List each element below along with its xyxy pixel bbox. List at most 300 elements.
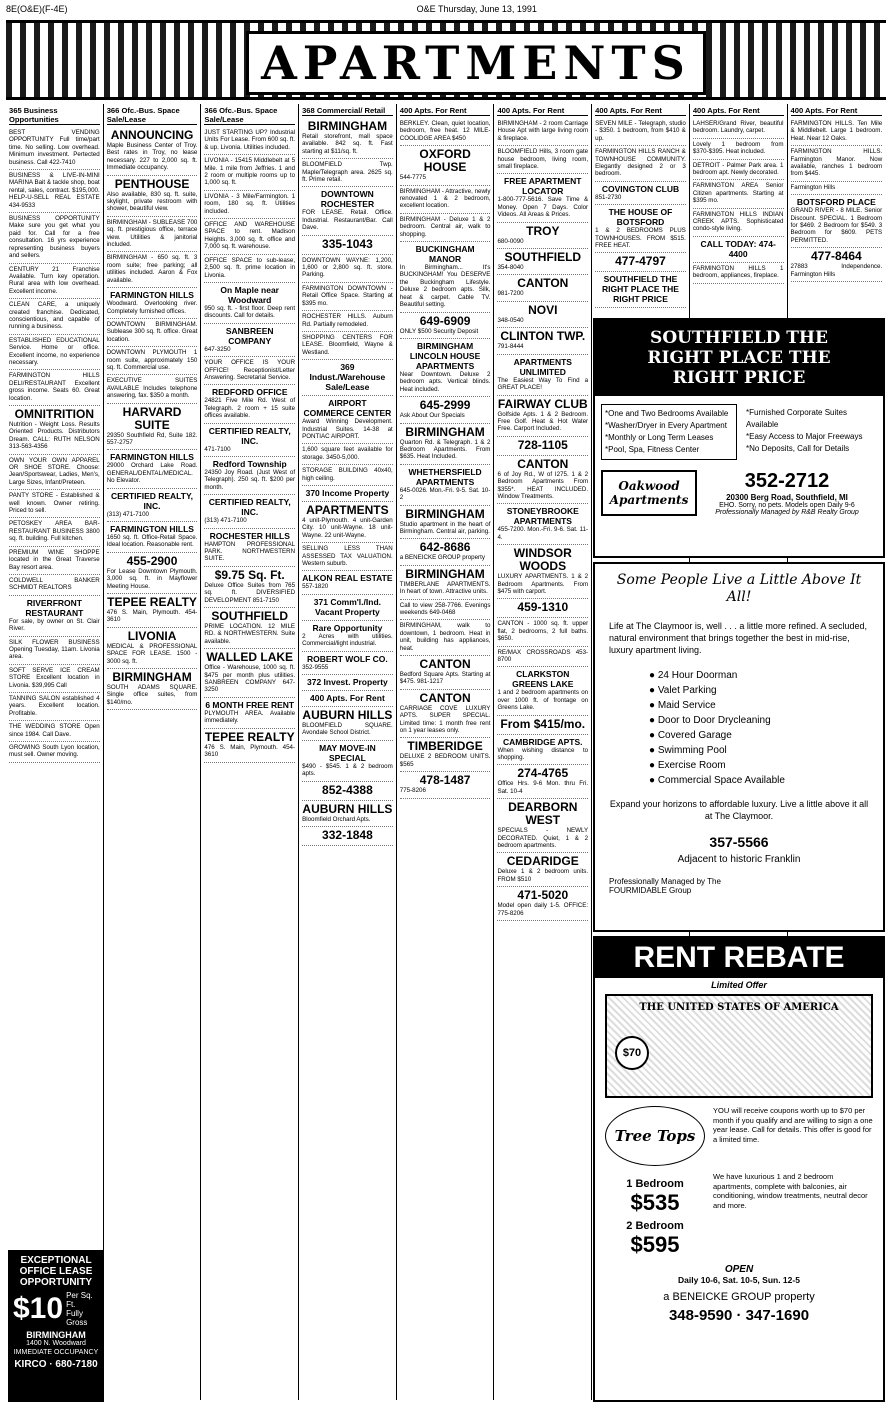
classified-ad <box>302 741 393 782</box>
ad-text: 24821 Five Mile Rd. West of Telegraph. 2 room + 15 suite offices available. <box>204 397 296 420</box>
ad-headline: CANTON <box>419 690 471 705</box>
classified-ad <box>9 637 100 665</box>
ad-text: Quarton Rd. & Telegraph. 1 & 2 Bedroom Apartments. From $635. Heat Included. <box>399 438 491 461</box>
classified-ad <box>204 283 295 324</box>
claymoor-feature <box>649 713 869 728</box>
southfield-hours: EHO. Sorry, no pets. Models open Daily 9-6 <box>719 502 855 509</box>
ad-headline: APARTMENTS <box>306 502 389 517</box>
classified-ad <box>497 118 588 146</box>
ad-text: 1 & 2 BEDROOMS PLUS TOWNHOUSES. FROM $515. FREE HEAT. <box>595 227 686 250</box>
ad-text: LIVONIA - 15415 Middlebelt at 5 Mile. 1 mile from Jeffries. 1 and 2 room or multiple rooms up to 1,000 sq. ft. <box>204 157 296 187</box>
classified-ad <box>107 176 198 217</box>
ad-text: DETROIT - Palmer Park area. 1 bedroom apt. Newly decorated. <box>692 161 784 177</box>
ad-text: OFFICE SPACE to sub-lease, 2,500 sq. ft. prime location in Livonia. <box>204 256 296 279</box>
classified-ad <box>204 457 295 495</box>
classified-ad <box>302 486 393 502</box>
ad-text: Woodward. Overlooking river. Completely furnished offices. <box>106 300 198 315</box>
ad-headline: 852-4388 <box>322 782 373 797</box>
ad-text: ESTABLISHED EDUCATIONAL Service. Home or office. Excellent income, no experience necessary. <box>9 336 100 366</box>
classified-ad <box>107 553 198 594</box>
ad-text: BIRMINGHAM - SUBLEASE 700 sq. ft. prestigious office, terrace view. Utilities & janitorial included. <box>106 218 198 249</box>
ad-text: STORAGE BUILDING 40x40, high ceiling. <box>302 467 393 482</box>
bed2-price: $595 <box>630 1232 680 1257</box>
ad-headline: 372 Invest. Property <box>307 677 388 688</box>
ad-text: SPECIALS - NEWLY DECORATED. Quiet, 1 & 2 bedroom apartments. <box>497 827 589 850</box>
classified-ad <box>302 707 393 741</box>
ad-text: FARMINGTON DOWNTOWN - Retail Office Space. Starting at $395 mo. <box>302 284 393 307</box>
ad-text: Nutrition - Weight Loss. Results Oriented Products. Distributors Dream. CALL: RUTH NELSON 313-563-4356 <box>9 421 100 451</box>
ad-text: Office Hrs. 9-6 Mon. thru Fri. Sat. 10-4 <box>497 780 589 795</box>
classified-ad <box>9 170 100 213</box>
office-ad-phone: KIRCO · 680-7180 <box>14 1359 98 1370</box>
office-ad-gross: Fully Gross <box>66 1309 88 1327</box>
column-heading: 400 Apts. For Rent <box>595 106 686 116</box>
ad-text: FARMINGTON HILLS DELI/RESTAURANT Excellent gross income. Seats 60. Great location. <box>9 372 100 402</box>
classified-ad <box>302 691 393 707</box>
ad-text: 544-7775 <box>399 174 426 182</box>
classified-ad <box>9 370 100 406</box>
ad-headline: SANBREEN COMPANY <box>225 325 274 346</box>
ad-headline: FARMINGTON HILLS <box>110 290 194 301</box>
page-header <box>6 4 886 18</box>
classified-ad <box>497 504 588 545</box>
ad-text: PREMIUM WINE SHOPPE located in the Great Traverse Bay resort area. <box>9 548 100 571</box>
ad-text: CANTON - 1000 sq. ft. upper flat, 2 bedrooms, 2 full baths. $650. <box>497 620 589 643</box>
bullet-icon: ● <box>649 775 658 786</box>
ad-text: Award Winning Development. Industrial Suites. 14-38 at PONTIAC AIRPORT. <box>302 418 393 440</box>
ad-text: 1,600 square feet available for storage. 3450-5,000. <box>302 446 393 461</box>
ad-headline: REDFORD OFFICE <box>211 387 288 398</box>
rebate-open: OPEN <box>724 1264 754 1275</box>
classified-ad <box>497 456 588 505</box>
ad-text: OWN YOUR OWN APPAREL OR SHOE STORE. Choose: Jean/Sportswear, Ladies, Men's, Large Sizes, Infant/Preteen. <box>9 456 100 486</box>
ad-text: Golfside Apts. 1 & 2 Bedroom. Free Golf. Heat & Hot Water Free. Carport Included. <box>497 410 589 433</box>
ad-text: 1-800-777-5616. Save Time & Money. Open 7 Days. Color Videos. All Areas & Prices. <box>497 196 589 219</box>
ad-text: 2 Acres with utilities. Commercial/light industrial. <box>302 632 393 648</box>
ad-text: BIRMINGHAM - Deluxe 1 & 2 bedroom. Central air, walk to shopping. <box>399 215 491 238</box>
classified-ad <box>204 698 295 729</box>
classified-ad <box>302 360 393 396</box>
classified-ad <box>302 396 393 444</box>
southfield-feature: *One and Two Bedrooms Available <box>605 409 729 418</box>
classified-column <box>201 104 299 1400</box>
claymoor-feature <box>649 758 869 773</box>
ad-text: (313) 471-7100 <box>106 510 149 518</box>
classified-ad <box>497 146 588 174</box>
ad-text: Deluxe Office Suites from 765 sq. ft. DIVERSIFIED DEVELOPMENT 851-7150 <box>204 581 296 604</box>
bullet-icon: ● <box>649 700 658 711</box>
classified-ad <box>400 214 491 242</box>
classified-ad <box>204 219 295 255</box>
ad-text: BLOOMFIELD SQUARE. Avondale School District. <box>302 722 393 737</box>
classified-ad <box>9 406 100 455</box>
classified-ad <box>302 543 393 571</box>
ad-headline: On Maple near Woodward <box>220 284 279 305</box>
ad-text: Model open daily 1-5. OFFICE: 775-8206 <box>497 902 589 917</box>
southfield-feature: *Pool, Spa, Fitness Center <box>605 445 700 454</box>
ad-text: FARMINGTON HILLS 1 bedroom, appliances, fireplace. <box>692 264 784 280</box>
ad-headline: MAY MOVE-IN SPECIAL <box>319 742 376 763</box>
classified-ad <box>204 155 295 191</box>
office-ad-address: 1400 N. Woodward <box>26 1340 86 1347</box>
classified-ad <box>204 567 295 608</box>
claymoor-feature <box>649 668 869 683</box>
rebate-phones: 348-9590 · 347-1690 <box>668 1307 810 1324</box>
ad-text: 476 S. Main, Plymouth. 454-3610 <box>106 609 198 624</box>
ad-headline: BUCKINGHAM MANOR <box>415 244 475 265</box>
ad-headline: 477-4797 <box>615 254 666 269</box>
dollar-bill-image <box>605 994 873 1098</box>
classified-ad <box>9 518 100 546</box>
ad-text: JUST STARTING UP? Industrial Units For Lease. From 600 sq. ft. & up. Livonia. Utilities included. <box>204 129 296 151</box>
bill-amount: $70 <box>615 1036 649 1070</box>
ad-text: 471-7100 <box>204 445 231 453</box>
classified-ad <box>497 355 588 396</box>
ad-headline: TEPEE REALTY <box>204 729 295 744</box>
ad-text: Studio apartment in the heart of Birmingham. Central air, parking. <box>399 520 491 535</box>
classified-ad <box>204 424 295 457</box>
classified-ad <box>497 887 588 921</box>
classified-ad <box>302 502 393 543</box>
classified-ad <box>302 827 393 846</box>
ad-text: 647-3250 <box>204 345 231 353</box>
classified-ad <box>400 339 491 397</box>
ad-text: 29350 Southfield Rd, Suite 182. 557-2757 <box>106 431 198 446</box>
ad-text: BLOOMFIELD Twp. Maple/Telegraph area. 2625 sq. ft. Prime retail. <box>302 161 393 184</box>
ad-headline: SOUTHFIELD <box>211 609 289 624</box>
column-heading: 400 Apts. For Rent <box>497 106 588 116</box>
column-heading: 365 Business Opportunities <box>9 106 100 125</box>
classified-ad <box>595 253 686 272</box>
ad-headline: BIRMINGHAM <box>405 506 485 521</box>
ad-text: BIRMINGHAM - 650 sq. ft. 3 room suite; free parking; all utilities included. Aaron & Fox available. <box>106 254 198 284</box>
claymoor-feature-label: Exercise Room <box>657 760 726 771</box>
classified-ad <box>204 127 295 155</box>
classified-ad <box>302 595 393 621</box>
southfield-phone: 352-2712 <box>744 470 830 492</box>
ad-text: PRIME LOCATION. 12 MILE RD. & NORTHWESTERN. Suite available. <box>204 623 296 645</box>
classified-ad <box>400 690 491 739</box>
bullet-icon: ● <box>649 760 658 771</box>
ad-headline: OMNITRITION <box>14 407 94 421</box>
ad-text: Deluxe 1 & 2 bedroom units. FROM $510 <box>497 868 589 883</box>
classified-ad <box>693 263 784 284</box>
ad-text: 455-7200. Mon.-Fri. 9-6. Sat. 11-4. <box>497 526 589 541</box>
ad-headline: 649-6909 <box>419 313 471 328</box>
classified-ad <box>400 397 491 423</box>
claymoor-feature <box>649 728 869 743</box>
classified-ad <box>107 252 198 288</box>
ad-headline: AIRPORT COMMERCE CENTER <box>303 398 392 419</box>
classified-ad <box>302 332 393 360</box>
southfield-managed: Professionally Managed by R&B Realty Group <box>715 509 859 516</box>
ad-headline: ANNOUNCING <box>110 128 194 142</box>
ad-headline: 370 Income Property <box>305 487 390 498</box>
ad-headline: FAIRWAY CLUB <box>497 396 588 411</box>
ad-text: MEDICAL & PROFESSIONAL SPACE FOR LEASE. 1500 - 3000 sq. ft. <box>106 642 198 665</box>
ad-text: 4 unit-Plymouth. 4 unit-Garden City. 10 unit-Wayne. 18 unit-Wayne. 22 unit-Wayne. <box>302 516 393 539</box>
ad-headline: CEDARIDGE <box>506 854 579 869</box>
classified-ad <box>400 465 491 506</box>
ad-headline: 6 MONTH FREE RENT <box>205 699 295 710</box>
ad-text: Lovely 1 bedroom from $370-$395. Heat included. <box>692 140 784 156</box>
office-ad-price: $10 <box>13 1292 64 1325</box>
ad-text: BIRMINGHAM, walk to downtown, 1 bedroom. Heat in unit, building has appliances, heat. <box>399 622 491 652</box>
classified-ad <box>595 182 686 205</box>
claymoor-feature-label: Swimming Pool <box>657 745 727 756</box>
office-lease-ad <box>8 1250 104 1402</box>
classified-ad <box>9 264 100 300</box>
ad-headline: WALLED LAKE <box>206 650 294 665</box>
classified-ad <box>302 444 393 465</box>
classified-ad <box>204 608 295 649</box>
classified-ad <box>9 299 100 335</box>
classified-ad <box>595 118 686 146</box>
ad-headline: NOVI <box>528 302 558 317</box>
classified-ad <box>693 209 784 237</box>
rebate-sub: Limited Offer <box>711 980 767 990</box>
classified-ad <box>497 799 588 853</box>
ad-headline: CLINTON TWP. <box>500 329 586 344</box>
ad-headline: 477-8464 <box>810 249 862 264</box>
ad-headline: OXFORD HOUSE <box>419 147 471 175</box>
classified-ad <box>400 620 491 656</box>
classified-ad <box>400 566 491 600</box>
classified-ad <box>400 738 491 772</box>
classified-ad <box>107 347 198 375</box>
classified-ad <box>9 721 100 742</box>
classified-ad <box>9 490 100 518</box>
classified-ad <box>400 313 491 339</box>
ad-text: OFFICE AND WAREHOUSE SPACE to rent. Madison Heights. 3,000 sq. ft. office and 7,000 sq. ft. warehouse. <box>204 221 296 251</box>
ad-text: Farmington Hills <box>790 183 836 191</box>
ad-text: 27883 Independence. Farmington Hills <box>790 263 883 278</box>
classified-ad <box>302 571 393 594</box>
classified-ad <box>693 118 784 139</box>
ad-text: In Birmingham... It's BUCKINGHAM! You DESERVE the Buckingham Lifestyle. Deluxe 2 bedroom apts. Silk, heat & carpet. Cable TV. Beautiful setting. <box>399 264 491 309</box>
ad-headline: TROY <box>526 223 560 238</box>
ad-text: 791-8444 <box>497 343 524 351</box>
bed1-label: 1 Bedroom <box>626 1178 684 1190</box>
ad-text: Near Downtown. Deluxe 2 bedroom apts. Vertical blinds. Heat included. <box>399 370 491 393</box>
ad-headline: BIRMINGHAM <box>307 119 388 133</box>
column-heading: 366 Ofc.-Bus. Space Sale/Lease <box>107 106 198 125</box>
ad-text: Maple Business Center of Troy. Best rates in Troy, no lease necessary. 227 to 2,000 sq. ft. Immediate occupancy. <box>106 142 198 172</box>
classified-ad <box>693 237 784 263</box>
ad-text: DELUXE 2 BEDROOM UNITS. $565 <box>399 753 491 768</box>
classified-ad <box>497 396 588 437</box>
classified-ad <box>497 328 588 354</box>
ad-headline: TIMBERIDGE <box>407 739 483 754</box>
ad-text: DOWNTOWN BIRMINGHAM. Sublease 300 sq. ft. office. Great location. <box>106 320 198 343</box>
ad-headline: PENTHOUSE <box>114 176 190 191</box>
ad-text: Bloomfield Orchard Apts. <box>302 815 371 823</box>
ad-text: BIRMINGHAM - Attractive, newly renovated 1 & 2 bedroom, excellent location. <box>399 187 491 210</box>
ad-headline: CERTIFIED REALTY, INC. <box>208 425 291 446</box>
bed1-price: $535 <box>630 1190 680 1215</box>
classified-ad <box>400 242 491 312</box>
rebate-hours: Daily 10-6, Sat. 10-5, Sun. 12-5 <box>678 1275 800 1285</box>
classified-ad <box>302 159 393 187</box>
classified-ad <box>497 437 588 456</box>
ad-text: GROWING South Lyon location, must sell. Owner moving. <box>9 744 100 759</box>
ad-headline: LIVONIA <box>127 628 177 643</box>
ad-text: SOUTH ADAMS SQUARE. Single office suites, from $140/mo. <box>106 684 198 706</box>
ad-headline: 642-8686 <box>419 540 471 555</box>
classified-ad <box>791 146 883 182</box>
ad-headline: ROBERT WOLF CO. <box>307 653 388 664</box>
ad-headline: 459-1310 <box>517 600 569 615</box>
ad-text: 348-0540 <box>497 316 524 324</box>
claymoor-body: Life at The Claymoor is, well . . . a little more refined. A secluded, natural environment that brings together the best in mid-rise, luxury apartment living. <box>609 621 867 655</box>
ad-text: FARMINGTON HILLS INDIAN CREEK APTS. Sophisticated condo-style living. <box>692 210 784 233</box>
ad-text: ONLY $500 Security Deposit <box>399 327 479 335</box>
classified-ad <box>204 357 295 385</box>
ad-headline: APARTMENTS UNLIMITED <box>513 356 572 377</box>
ad-text: 680-0090 <box>497 237 524 245</box>
ad-text: Ask About Our Specials <box>399 412 465 420</box>
classified-ad <box>497 174 588 222</box>
classified-ad <box>204 649 295 698</box>
classified-ad <box>302 652 393 675</box>
ad-headline: AUBURN HILLS <box>302 708 393 723</box>
classified-ad <box>595 205 686 253</box>
ad-text: BIRMINGHAM - 2 room Carriage House Apt with large living room & fireplace. <box>497 120 589 142</box>
ad-text: $490 - $545. 1 & 2 bedroom apts. <box>302 762 393 778</box>
classified-ad <box>400 146 491 185</box>
classified-ad <box>107 522 198 553</box>
claymoor-feature <box>649 698 869 713</box>
classified-ad <box>497 618 588 646</box>
classified-ad <box>9 127 100 170</box>
ad-text: BEST VENDING OPPORTUNITY Full time/part time. No selling. Low overhead. Minimum investment. Pertected business. Call 422-7410 <box>9 129 100 166</box>
classified-column <box>6 104 104 1400</box>
ad-headline: CLARKSTON GREENS LAKE <box>512 669 574 690</box>
section-title: APARTMENTS <box>246 31 706 95</box>
ad-text: ROCHESTER HILLS. Auburn Rd. Partially remodeled. <box>302 313 393 328</box>
southfield-features-right <box>743 404 877 460</box>
bullet-icon: ● <box>649 715 658 726</box>
column-heading: 368 Commercial/ Retail <box>302 106 393 116</box>
classified-ad <box>9 596 100 637</box>
bill-text: THE UNITED STATES OF AMERICA <box>639 1002 839 1013</box>
claymoor-feature-label: Covered Garage <box>657 730 732 741</box>
classified-ad <box>9 665 100 693</box>
ad-text: Bedford Square Apts. Starting at $475. 981-1217 <box>399 671 491 686</box>
classified-ad <box>302 782 393 801</box>
ad-headline: CANTON <box>517 456 569 471</box>
claymoor-location: Adjacent to historic Franklin <box>677 854 801 865</box>
rent-rebate-ad <box>593 936 885 1402</box>
ad-text: 981-7200 <box>497 290 524 298</box>
classified-ad <box>302 621 393 652</box>
classified-ad <box>400 506 491 540</box>
classified-ad <box>693 139 784 160</box>
classified-ad <box>693 160 784 181</box>
ad-text: LIVONIA - 3 Mile/Farmington. 1 room, 180 sq. ft. Utilities included. <box>204 192 296 215</box>
ad-text: 851-2730 <box>595 193 622 201</box>
ad-headline: From $415/mo. <box>500 716 586 731</box>
ad-headline: 478-1487 <box>419 773 471 788</box>
classified-ad <box>791 195 883 248</box>
classified-column <box>494 104 592 1400</box>
classified-ad <box>302 801 393 827</box>
ad-headline: RIVERFRONT RESTAURANT <box>25 597 84 618</box>
ad-text: FARMINGTON HILLS RANCH & TOWNHOUSE COMMUNITY. Elegantly designed 2 or 3 bedroom. <box>595 148 686 178</box>
ad-headline: CALL TODAY: 474-4400 <box>700 238 776 259</box>
classified-ad <box>107 217 198 253</box>
column-heading: 400 Apts. For Rent <box>693 106 784 116</box>
ad-headline: DEARBORN WEST <box>508 800 578 828</box>
classified-ad <box>400 656 491 690</box>
ad-headline: 369 Indust./Warehouse Sale/Lease <box>309 362 386 393</box>
bullet-icon: ● <box>649 670 658 681</box>
classified-ad <box>302 311 393 332</box>
classified-ad <box>107 127 198 176</box>
ad-text: PETOSKEY AREA BAR-RESTAURANT BUSINESS 3800 sq. ft. building. Full kitchen. <box>9 520 100 543</box>
claymoor-managed: Professionally Managed by The FOURMIDABLE Group <box>609 877 721 895</box>
ad-headline: 371 Comm'l./Ind. Vacant Property <box>313 596 381 617</box>
bed2-label: 2 Bedroom <box>626 1220 684 1232</box>
claymoor-feature <box>649 773 869 788</box>
ad-headline: FARMINGTON HILLS <box>110 452 194 463</box>
ad-text: BLOOMFIELD Hills, 3 room gate house bedroom, living room, small fireplace. <box>497 148 589 171</box>
ad-text: BERKLEY. Clean, quiet location, bedroom, free heat. 12 MILE-COOLIDGE AREA $450 <box>399 120 491 142</box>
ad-headline: THE HOUSE OF BOTSFORD <box>608 207 673 228</box>
claymoor-feature <box>649 743 869 758</box>
ad-headline: CERTIFIED REALTY, INC. <box>208 497 291 518</box>
classified-ad <box>204 191 295 219</box>
ad-headline: 274-4765 <box>517 766 569 781</box>
classified-ad <box>497 249 588 275</box>
classified-ad <box>107 628 198 669</box>
ad-text: SEVEN MILE - Telegraph, studio - $350. 1 bedroom, from $410 & up. <box>595 120 686 142</box>
ad-text: The Easiest Way To Find a GREAT PLACE! <box>497 376 589 392</box>
ad-text: LUXURY APARTMENTS. 1 & 2 Bedroom Apartments. From $475 with carport. <box>497 573 589 595</box>
classified-ad <box>9 213 100 263</box>
southfield-feature: *Washer/Dryer in Every Apartment <box>605 421 727 430</box>
ad-headline: CANTON <box>517 276 569 291</box>
ad-text: Office - Warehouse, 1000 sq. ft. $475 per month plus utilities. SANBREEN COMPANY 647-3250 <box>204 664 296 694</box>
ad-text: FARMINGTON AREA Senior Citizen apartments. Starting at $395 mo. <box>692 182 784 205</box>
claymoor-feature-label: 24 Hour Doorman <box>657 670 738 681</box>
office-ad-occupancy: IMMEDIATE OCCUPANCY <box>13 1349 99 1356</box>
ad-headline: 335-1043 <box>322 236 373 251</box>
ad-headline: ALKON REAL ESTATE <box>302 573 393 584</box>
classified-ad <box>302 236 393 255</box>
ad-text: THE WEDDING STORE Open since 1984. Call Dave. <box>9 723 100 738</box>
ad-text: GRAND RIVER - 8 MILE. Senior Discount. SPECIAL. 1 Bedroom for $469. 2 Bedroom for $549. 3 Bedroom for $609. PETS PERMITTED. <box>790 207 883 244</box>
classified-ad <box>791 182 883 195</box>
classified-ad <box>497 735 588 766</box>
ad-text: FOR LEASE. Retail. Office. Industrial. Restaurant/Bar. Call Dave. <box>302 209 393 232</box>
classified-ad <box>497 853 588 887</box>
classified-ad <box>497 223 588 249</box>
rebate-body-2: We have luxurious 1 and 2 bedroom apartments, complete with balconies, air conditioning, window treatments, neutral decor and more. <box>713 1172 868 1210</box>
ad-text: BUSINESS OPPORTUNITY Make sure you get what you paid for. Call for a free consultation. 16 yrs experience representing business buyers and sellers. <box>9 215 100 260</box>
classified-ad <box>107 375 198 403</box>
ad-text: PLYMOUTH AREA. Available immediately. <box>204 709 296 725</box>
classified-ad <box>400 539 491 565</box>
ad-headline: BIRMINGHAM <box>405 566 485 581</box>
classified-ad <box>9 693 100 721</box>
ad-text: 354-8040 <box>497 264 524 272</box>
ad-text: FARMINGTON HILLS. Farmington Manor. Now available, ranches 1 bedroom from $445. <box>790 148 883 178</box>
ad-headline: DOWNTOWN ROCHESTER <box>320 189 375 210</box>
classified-ad <box>9 455 100 491</box>
ad-headline: FREE APARTMENT LOCATOR <box>504 176 582 197</box>
ad-text: 29000 Orchard Lake Road. GENERAL/DENTAL/MEDICAL. No Elevator. <box>106 462 198 485</box>
